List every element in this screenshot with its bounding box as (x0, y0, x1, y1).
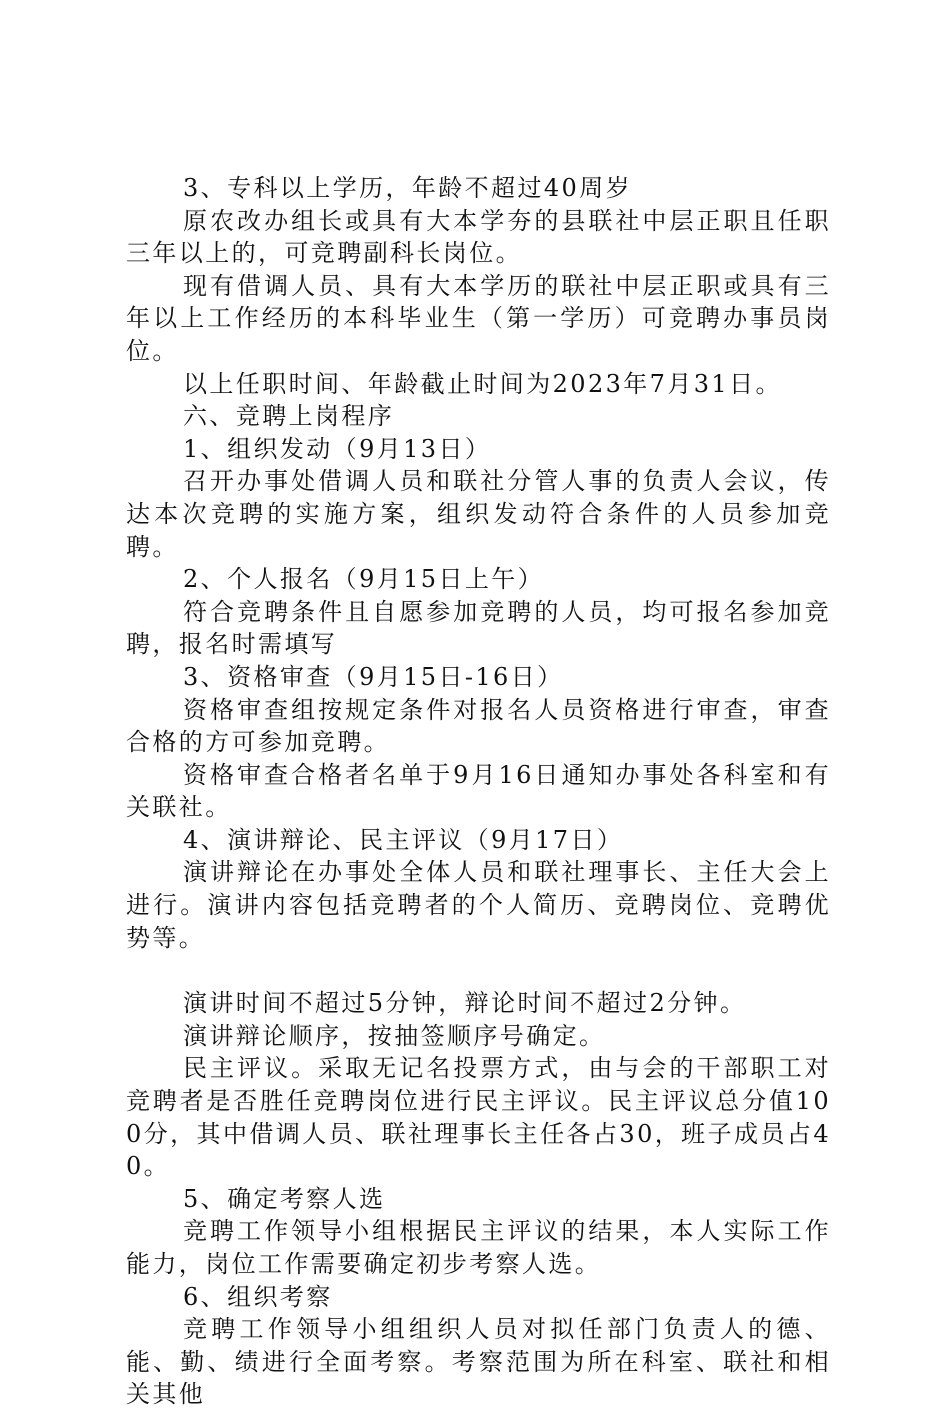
step-heading-speech-evaluation: 4、演讲辩论、民主评议（9月17日） (183, 825, 624, 854)
step-heading-qualification-review: 3、资格审查（9月15日-16日） (183, 662, 564, 691)
paragraph-speech-order: 演讲辩论顺序，按抽签顺序号确定。 (183, 1021, 606, 1050)
paragraph-qualified-list: 资格审查合格者名单于9月16日通知办事处各科室和有关联社。 (126, 760, 831, 822)
step-heading-candidate-selection: 5、确定考察人选 (183, 1184, 386, 1213)
paragraph-mobilization: 召开办事处借调人员和联社分管人事的负责人会议，传达本次竞聘的实施方案，组织发动符合条件的人员参加竞聘。 (126, 467, 831, 561)
step-heading-registration: 2、个人报名（9月15日上午） (183, 565, 545, 594)
document-body (126, 172, 831, 1411)
paragraph-clerk-eligibility: 现有借调人员、具有大本学历的联社中层正职或具有三年以上工作经历的本科毕业生（第一学历）可竞聘办事员岗位。 (126, 271, 831, 365)
paragraph-education-requirement: 3、专科以上学历，年龄不超过40周岁 (183, 174, 633, 202)
paragraph-cutoff-date: 以上任职时间、年龄截止时间为2023年7月31日。 (183, 369, 782, 398)
step-heading-inspection: 6、组织考察 (183, 1282, 333, 1311)
step-heading-mobilization: 1、组织发动（9月13日） (183, 434, 492, 463)
section-heading-procedure: 六、竞聘上岗程序 (183, 402, 395, 431)
paragraph-deputy-chief-eligibility: 原农改办组长或具有大本学夯的县联社中层正职且任职三年以上的，可竞聘副科长岗位。 (126, 206, 831, 268)
paragraph-inspection: 竞聘工作领导小组组织人员对拟任部门负责人的德、能、勤、绩进行全面考察。考察范围为所在科室、联社和相关其他 (126, 1315, 831, 1409)
paragraph-registration: 符合竞聘条件且自愿参加竞聘的人员，均可报名参加竞聘，报名时需填写 (126, 597, 831, 659)
paragraph-spacer (126, 954, 831, 987)
paragraph-speech-content: 演讲辩论在办事处全体人员和联社理事长、主任大会上进行。演讲内容包括竞聘者的个人简历、竞聘岗位、竞聘优势等。 (126, 858, 831, 952)
paragraph-candidate-selection: 竞聘工作领导小组根据民主评议的结果，本人实际工作能力，岗位工作需要确定初步考察人选。 (126, 1217, 831, 1278)
paragraph-qualification-review: 资格审查组按规定条件对报名人员资格进行审查，审查合格的方可参加竞聘。 (126, 695, 831, 757)
paragraph-speech-time: 演讲时间不超过5分钟，辩论时间不超过2分钟。 (183, 989, 747, 1018)
paragraph-democratic-evaluation: 民主评议。采取无记名投票方式，由与会的干部职工对竞聘者是否胜任竞聘岗位进行民主评议。民主评议总分值100分，其中借调人员、联社理事长主任各占30，班子成员占40。 (126, 1054, 831, 1181)
